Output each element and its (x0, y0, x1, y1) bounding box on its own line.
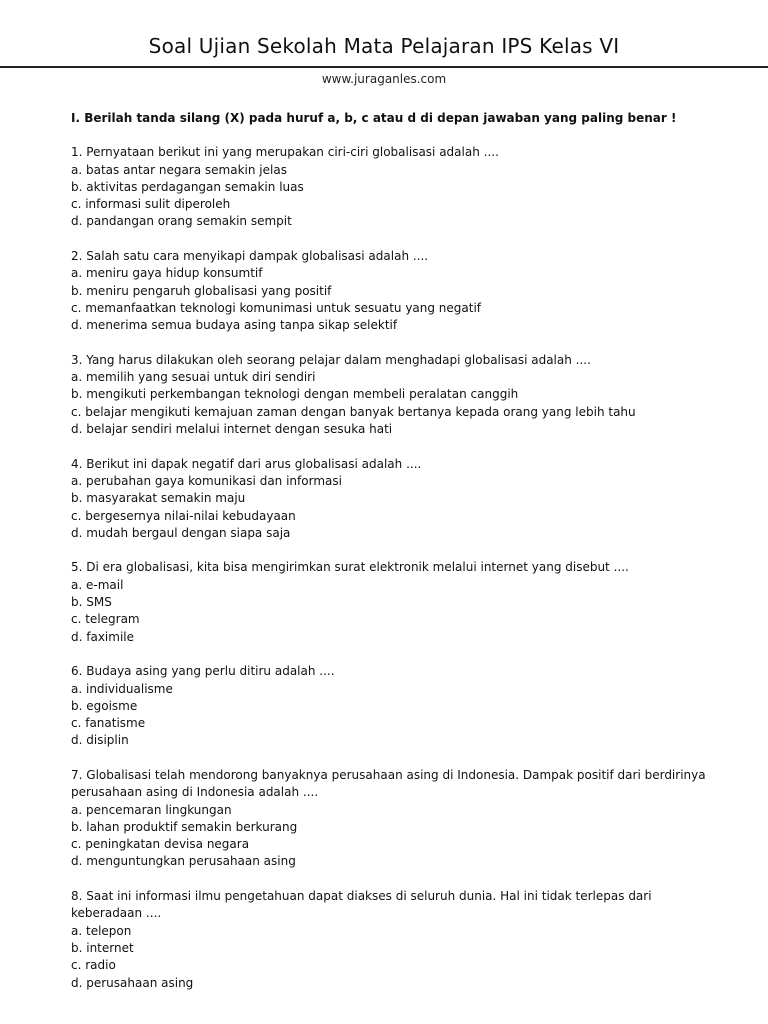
answer-option-a: a. perubahan gaya komunikasi dan informasi (71, 473, 342, 488)
question-stem: 2. Salah satu cara menyikapi dampak globalisasi adalah .... (71, 249, 429, 264)
answer-option-c: c. radio (71, 958, 116, 973)
page-title: Soal Ujian Sekolah Mata Pelajaran IPS Kelas VI (148, 34, 620, 58)
answer-option-d: d. belajar sendiri melalui internet dengan sesuka hati (71, 422, 393, 437)
answer-option-d: d. perusahaan asing (71, 975, 194, 990)
answer-option-b: b. masyarakat semakin maju (71, 491, 246, 506)
question-stem: 5. Di era globalisasi, kita bisa mengirimkan surat elektronik melalui internet yang disebut .... (71, 560, 629, 575)
answer-option-b: b. meniru pengaruh globalisasi yang positif (71, 283, 332, 298)
answer-option-a: a. individualisme (71, 681, 173, 696)
answer-option-c: c. informasi sulit diperoleh (71, 197, 231, 212)
instruction-text: I. Berilah tanda silang (X) pada huruf a, b, c atau d di depan jawaban yang paling benar ! (71, 111, 677, 125)
question-stem: 3. Yang harus dilakukan oleh seorang pelajar dalam menghadapi globalisasi adalah .... (71, 352, 591, 367)
answer-option-c: c. memanfaatkan teknologi komunimasi untuk sesuatu yang negatif (71, 300, 482, 315)
answer-option-c: c. peningkatan devisa negara (71, 837, 250, 852)
question-1 (71, 144, 711, 230)
question-stem: 8. Saat ini informasi ilmu pengetahuan dapat diakses di seluruh dunia. Hal ini tidak terlepas dari keberadaan .... (71, 889, 652, 921)
answer-option-a: a. e-mail (71, 577, 124, 592)
question-stem: 7. Globalisasi telah mendorong banyaknya perusahaan asing di Indonesia. Dampak positif dari berdirinya perusahaan asing di Indonesia adalah .... (71, 767, 706, 800)
site-url: www.juraganles.com (321, 72, 447, 86)
answer-option-b: b. egoisme (71, 698, 138, 713)
answer-option-a: a. telepon (71, 923, 132, 938)
question-4 (71, 456, 711, 542)
question-5 (71, 559, 711, 645)
title-divider (0, 66, 768, 68)
question-6 (71, 663, 711, 749)
question-stem: 6. Budaya asing yang perlu ditiru adalah .... (71, 664, 335, 679)
answer-option-c: c. bergesernya nilai-nilai kebudayaan (71, 508, 296, 523)
answer-option-d: d. menguntungkan perusahaan asing (71, 854, 296, 869)
answer-option-d: d. disiplin (71, 733, 129, 748)
answer-option-b: b. aktivitas perdagangan semakin luas (71, 179, 304, 194)
answer-option-a: a. batas antar negara semakin jelas (71, 162, 287, 177)
question-7 (71, 767, 711, 871)
answer-option-a: a. meniru gaya hidup konsumtif (71, 266, 263, 281)
question-stem: 1. Pernyataan berikut ini yang merupakan ciri-ciri globalisasi adalah .... (71, 145, 499, 160)
question-2 (71, 248, 711, 334)
question-3 (71, 352, 711, 438)
question-stem: 4. Berikut ini dapak negatif dari arus globalisasi adalah .... (71, 456, 422, 471)
answer-option-b: b. lahan produktif semakin berkurang (71, 819, 298, 834)
answer-option-d: d. pandangan orang semakin sempit (71, 214, 292, 229)
exam-content (71, 110, 711, 1009)
answer-option-c: c. belajar mengikuti kemajuan zaman dengan banyak bertanya kepada orang yang lebih tahu (71, 404, 636, 419)
answer-option-d: d. menerima semua budaya asing tanpa sikap selektif (71, 318, 398, 333)
answer-option-c: c. telegram (71, 612, 140, 627)
answer-option-c: c. fanatisme (71, 716, 146, 731)
answer-option-b: b. mengikuti perkembangan teknologi dengan membeli peralatan canggih (71, 387, 519, 402)
question-8 (71, 888, 711, 992)
answer-option-b: b. SMS (71, 595, 112, 610)
answer-option-a: a. pencemaran lingkungan (71, 802, 232, 817)
answer-option-a: a. memilih yang sesuai untuk diri sendiri (71, 370, 316, 385)
answer-option-d: d. mudah bergaul dengan siapa saja (71, 525, 291, 540)
answer-option-b: b. internet (71, 940, 134, 955)
answer-option-d: d. faximile (71, 629, 134, 644)
